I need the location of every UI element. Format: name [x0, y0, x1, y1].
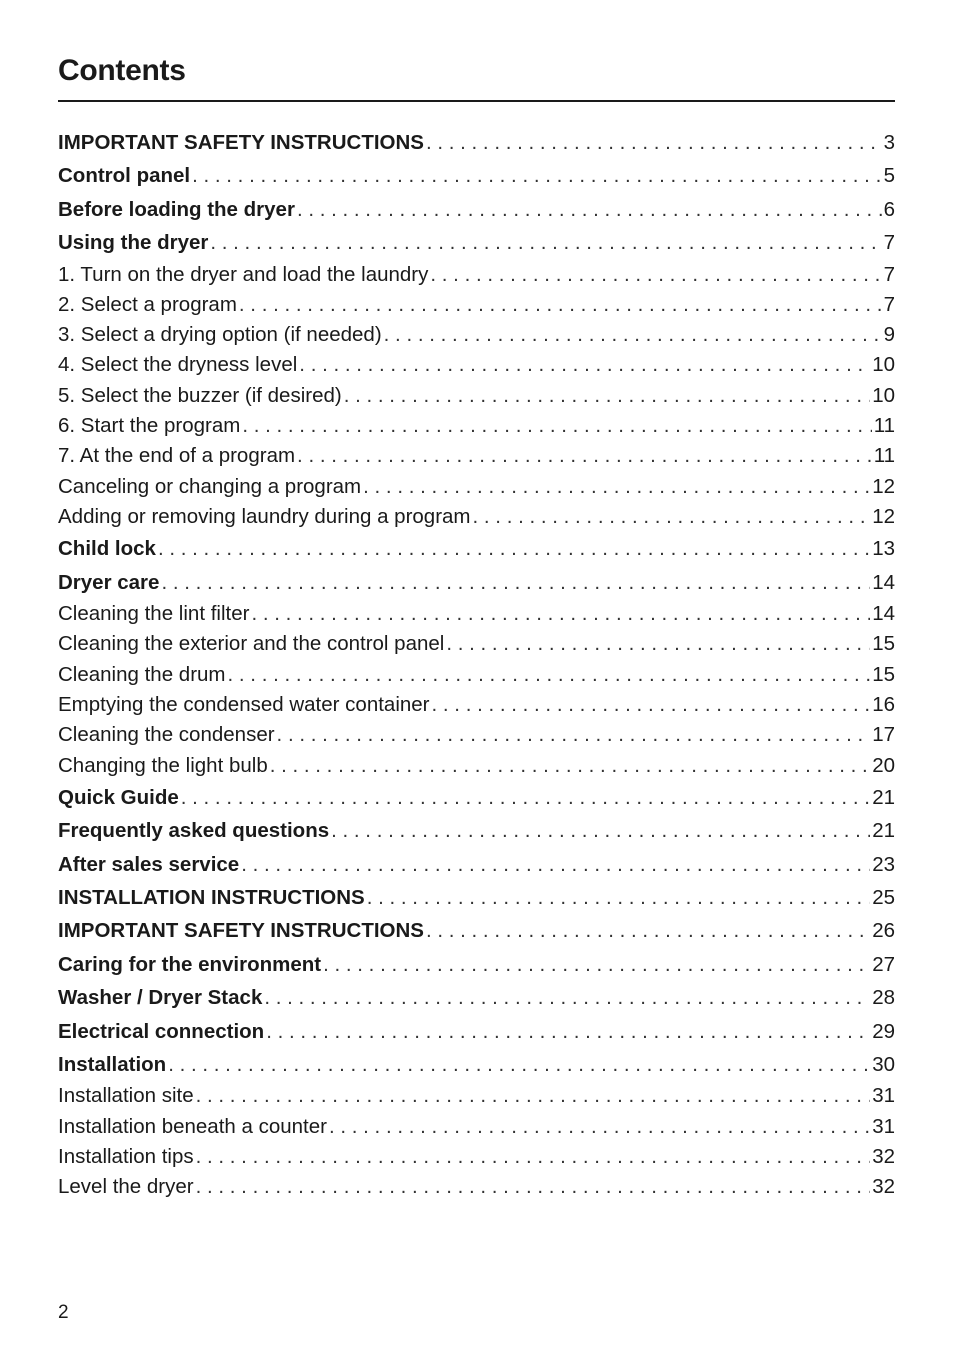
toc-entry-page: 3	[883, 131, 895, 154]
toc-entry-label: Installation	[58, 1052, 167, 1076]
toc-entry[interactable]	[58, 532, 895, 565]
toc-entry-page: 20	[872, 753, 895, 777]
toc-entry-page: 7	[883, 231, 895, 255]
dot-leader	[432, 690, 871, 720]
toc-entry-label: 1. Turn on the dryer and load the laundry	[58, 262, 429, 286]
table-of-contents	[58, 126, 895, 1203]
dot-leader	[264, 981, 870, 1014]
toc-entry-page: 6	[883, 197, 895, 221]
toc-entry[interactable]	[58, 629, 895, 659]
toc-entry-label: Adding or removing laundry during a program	[58, 504, 471, 528]
toc-entry-label: Changing the light bulb	[58, 753, 268, 777]
toc-entry-label: IMPORTANT SAFETY INSTRUCTIONS	[58, 919, 424, 943]
dot-leader	[168, 1048, 870, 1081]
toc-entry-label: Using the dryer	[58, 231, 209, 255]
dot-leader	[196, 1081, 871, 1111]
toc-entry-page: 7	[883, 262, 895, 286]
toc-entry-page: 31	[872, 1114, 895, 1138]
toc-entry-label: Cleaning the condenser	[58, 723, 275, 747]
toc-entry-label: 4. Select the dryness level	[58, 353, 298, 377]
dot-leader	[210, 226, 881, 259]
toc-entry-label: Canceling or changing a program	[58, 474, 362, 498]
dot-leader	[277, 720, 871, 750]
toc-entry-label: Installation beneath a counter	[58, 1114, 327, 1138]
toc-entry-page: 10	[872, 353, 895, 377]
toc-entry[interactable]	[58, 1172, 895, 1202]
toc-entry-page: 11	[873, 414, 895, 438]
toc-entry[interactable]	[58, 781, 895, 814]
dot-leader	[331, 814, 870, 847]
toc-entry[interactable]	[58, 566, 895, 599]
toc-entry[interactable]	[58, 814, 895, 847]
toc-entry-page: 28	[872, 986, 895, 1010]
dot-leader	[196, 1142, 871, 1172]
dot-leader	[446, 629, 870, 659]
toc-entry[interactable]	[58, 260, 895, 290]
dot-leader	[192, 159, 881, 192]
toc-entry-label: Level the dryer	[58, 1175, 194, 1199]
toc-entry[interactable]	[58, 720, 895, 750]
toc-entry[interactable]	[58, 1048, 895, 1081]
toc-entry[interactable]	[58, 881, 895, 914]
toc-entry-page: 32	[872, 1144, 895, 1168]
toc-entry[interactable]	[58, 441, 895, 471]
toc-entry-page: 14	[872, 570, 895, 594]
dot-leader	[473, 502, 871, 532]
toc-entry-page: 21	[872, 785, 895, 809]
toc-entry[interactable]	[58, 290, 895, 320]
toc-entry-page: 29	[872, 1019, 895, 1043]
dot-leader	[196, 1172, 871, 1202]
toc-entry-page: 15	[872, 632, 895, 656]
toc-entry-label: 3. Select a drying option (if needed)	[58, 323, 382, 347]
dot-leader	[323, 948, 870, 981]
toc-entry-label: Caring for the environment	[58, 952, 322, 976]
dot-leader	[239, 290, 882, 320]
toc-entry[interactable]	[58, 320, 895, 350]
toc-entry-page: 32	[872, 1175, 895, 1199]
dot-leader	[251, 599, 870, 629]
dot-leader	[344, 381, 870, 411]
toc-entry-page: 17	[872, 723, 895, 747]
toc-entry[interactable]	[58, 159, 895, 192]
toc-entry-label: Dryer care	[58, 570, 160, 594]
toc-entry[interactable]	[58, 126, 895, 159]
dot-leader	[158, 532, 870, 565]
toc-entry-label: Electrical connection	[58, 1019, 265, 1043]
toc-entry[interactable]	[58, 226, 895, 259]
toc-entry-page: 27	[872, 952, 895, 976]
toc-entry[interactable]	[58, 751, 895, 781]
toc-entry[interactable]	[58, 411, 895, 441]
toc-entry-label: 5. Select the buzzer (if desired)	[58, 383, 342, 407]
toc-entry[interactable]	[58, 502, 895, 532]
toc-entry-page: 10	[872, 383, 895, 407]
toc-entry[interactable]	[58, 660, 895, 690]
dot-leader	[228, 660, 871, 690]
dot-leader	[161, 566, 870, 599]
toc-entry-label: 6. Start the program	[58, 414, 241, 438]
toc-entry-page: 13	[872, 537, 895, 561]
dot-leader	[241, 848, 870, 881]
toc-entry-label: Installation site	[58, 1084, 194, 1108]
toc-entry[interactable]	[58, 193, 895, 226]
toc-entry-label: Cleaning the drum	[58, 662, 226, 686]
toc-entry-page: 16	[872, 692, 895, 716]
toc-entry-page: 12	[872, 504, 895, 528]
toc-entry[interactable]	[58, 948, 895, 981]
toc-entry-label: Washer / Dryer Stack	[58, 986, 263, 1010]
toc-entry[interactable]	[58, 1112, 895, 1142]
toc-entry[interactable]	[58, 914, 895, 947]
toc-entry-page: 7	[883, 292, 895, 316]
page-title: Contents	[58, 54, 186, 87]
toc-entry-page: 9	[883, 323, 895, 347]
dot-leader	[297, 193, 882, 226]
toc-entry-page: 21	[872, 819, 895, 843]
toc-entry-page: 26	[872, 919, 895, 943]
dot-leader	[242, 411, 871, 441]
toc-entry[interactable]	[58, 981, 895, 1014]
toc-entry-label: Before loading the dryer	[58, 197, 295, 221]
dot-leader	[426, 126, 882, 159]
toc-entry-page: 12	[872, 474, 895, 498]
dot-leader	[430, 260, 881, 290]
dot-leader	[297, 441, 872, 471]
toc-entry-label: IMPORTANT SAFETY INSTRUCTIONS	[58, 131, 424, 154]
toc-entry[interactable]	[58, 690, 895, 720]
toc-entry-label: 7. At the end of a program	[58, 444, 296, 468]
toc-entry[interactable]	[58, 1142, 895, 1172]
toc-entry[interactable]	[58, 381, 895, 411]
dot-leader	[299, 350, 870, 380]
toc-entry-page: 31	[872, 1084, 895, 1108]
toc-entry-label: Installation tips	[58, 1144, 194, 1168]
toc-entry[interactable]	[58, 1081, 895, 1111]
toc-entry-label: Cleaning the lint filter	[58, 602, 250, 626]
dot-leader	[181, 781, 870, 814]
dot-leader	[329, 1112, 870, 1142]
dot-leader	[266, 1015, 870, 1048]
dot-leader	[426, 914, 870, 947]
toc-entry-label: After sales service	[58, 852, 240, 876]
toc-entry-label: Child lock	[58, 537, 156, 561]
toc-entry[interactable]	[58, 599, 895, 629]
dot-leader	[384, 320, 882, 350]
toc-entry-label: Cleaning the exterior and the control panel	[58, 632, 445, 656]
toc-entry[interactable]	[58, 848, 895, 881]
dot-leader	[367, 881, 870, 914]
dot-leader	[270, 751, 870, 781]
toc-entry[interactable]	[58, 350, 895, 380]
toc-entry-label: Control panel	[58, 164, 191, 188]
title-divider	[58, 100, 895, 102]
toc-entry-page: 25	[872, 885, 895, 909]
toc-entry[interactable]	[58, 1015, 895, 1048]
toc-entry-page: 14	[872, 602, 895, 626]
toc-entry-page: 11	[873, 444, 895, 468]
toc-entry-page: 23	[872, 852, 895, 876]
toc-entry-page: 15	[872, 662, 895, 686]
toc-entry[interactable]	[58, 472, 895, 502]
dot-leader	[363, 472, 870, 502]
toc-entry-label: 2. Select a program	[58, 292, 237, 316]
toc-entry-label: INSTALLATION INSTRUCTIONS	[58, 885, 365, 909]
page-number: 2	[58, 1302, 69, 1323]
toc-entry-label: Quick Guide	[58, 785, 179, 809]
toc-entry-page: 30	[872, 1052, 895, 1076]
toc-entry-label: Emptying the condensed water container	[58, 692, 430, 716]
toc-entry-label: Frequently asked questions	[58, 819, 330, 843]
toc-entry-page: 5	[883, 164, 895, 188]
